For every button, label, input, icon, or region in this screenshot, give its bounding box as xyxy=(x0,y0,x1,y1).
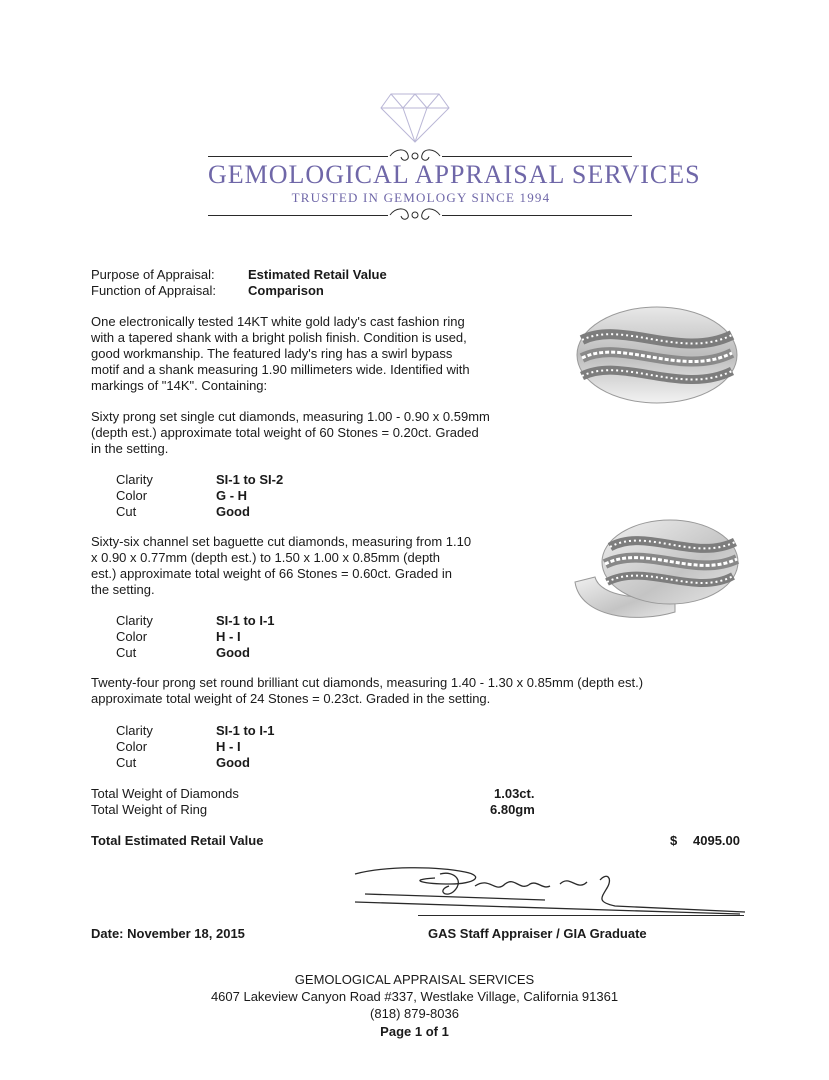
total-ring-weight-value: 6.80gm xyxy=(490,802,535,817)
total-ring-weight-label: Total Weight of Ring xyxy=(91,802,208,817)
appraisal-date: Date: November 18, 2015 xyxy=(91,926,245,941)
stone-group-3-color: H - I xyxy=(216,739,241,754)
logo-top-rule-left xyxy=(208,156,388,157)
stone-group-2-description: Sixty-six channel set baguette cut diamonds, measuring from 1.10 x 0.90 x 0.77mm (depth est.) to 1.50 x 1.00 x 0.85mm (depth est.) approximate total weight of 66 Stones = 0.60ct. Graded in the setting. xyxy=(91,534,472,597)
ring-photo-top xyxy=(572,300,742,410)
signature-line xyxy=(418,915,744,916)
stone-group-2-cut: Good xyxy=(216,645,250,660)
appraiser-title: GAS Staff Appraiser / GIA Graduate xyxy=(428,926,647,941)
footer-address: 4607 Lakeview Canyon Road #337, Westlake Village, California 91361 xyxy=(210,989,619,1004)
total-diamond-weight-label: Total Weight of Diamonds xyxy=(91,786,239,801)
stone-group-3-clarity: SI-1 to I-1 xyxy=(216,723,275,738)
stone-group-1-color-label: Color xyxy=(116,488,148,503)
diamond-logo-icon xyxy=(379,92,451,144)
currency-symbol: $ xyxy=(670,833,678,848)
appraiser-signature xyxy=(345,862,745,922)
ring-photo-side xyxy=(565,512,745,627)
purpose-value: Estimated Retail Value xyxy=(248,267,387,282)
stone-group-1-cut-label: Cut xyxy=(116,504,137,519)
stone-group-2-clarity: SI-1 to I-1 xyxy=(216,613,275,628)
footer-phone: (818) 879-8036 xyxy=(370,1006,459,1021)
flourish-bottom-icon xyxy=(386,205,444,225)
function-value: Comparison xyxy=(248,283,324,298)
stone-group-2-color-label: Color xyxy=(116,629,148,644)
total-retail-value: 4095.00 xyxy=(693,833,740,848)
logo-company-name: GEMOLOGICAL APPRAISAL SERVICES xyxy=(208,160,701,189)
total-diamond-weight-value: 1.03ct. xyxy=(494,786,535,801)
stone-group-3-cut: Good xyxy=(216,755,250,770)
total-retail-value-label: Total Estimated Retail Value xyxy=(91,833,264,848)
function-label: Function of Appraisal: xyxy=(91,283,217,298)
stone-group-3-color-label: Color xyxy=(116,739,148,754)
purpose-label: Purpose of Appraisal: xyxy=(91,267,215,282)
stone-group-3-description: Twenty-four prong set round brilliant cut diamonds, measuring 1.40 - 1.30 x 0.85mm (depth est.) approximate total weight of 24 Stones = 0.23ct. Graded in the setting. xyxy=(91,675,644,706)
stone-group-1-color: G - H xyxy=(216,488,248,503)
logo-top-rule-right xyxy=(442,156,632,157)
stone-group-2-color: H - I xyxy=(216,629,241,644)
stone-group-1-cut: Good xyxy=(216,504,250,519)
item-description: One electronically tested 14KT white gold lady's cast fashion ring with a tapered shank with a bright polish finish. Condition is used, good workmanship. The featured lady's ring has a swirl bypass motif and a shank measuring 1.90 millimeters wide. Identified with markings of "14K". Containing: xyxy=(91,314,470,393)
stone-group-2-cut-label: Cut xyxy=(116,645,137,660)
logo-tagline: TRUSTED IN GEMOLOGY SINCE 1994 xyxy=(291,190,551,205)
stone-group-2-clarity-label: Clarity xyxy=(116,613,153,628)
footer-company: GEMOLOGICAL APPRAISAL SERVICES xyxy=(294,972,535,987)
stone-group-1-description: Sixty prong set single cut diamonds, measuring 1.00 - 0.90 x 0.59mm (depth est.) approximate total weight of 60 Stones = 0.20ct. Graded in the setting. xyxy=(91,409,490,456)
stone-group-3-cut-label: Cut xyxy=(116,755,137,770)
logo-bottom-rule-left xyxy=(208,215,388,216)
stone-group-1-clarity-label: Clarity xyxy=(116,472,153,487)
logo-bottom-rule-right xyxy=(442,215,632,216)
stone-group-3-clarity-label: Clarity xyxy=(116,723,153,738)
stone-group-1-clarity: SI-1 to SI-2 xyxy=(216,472,284,487)
page-number: Page 1 of 1 xyxy=(380,1024,449,1039)
